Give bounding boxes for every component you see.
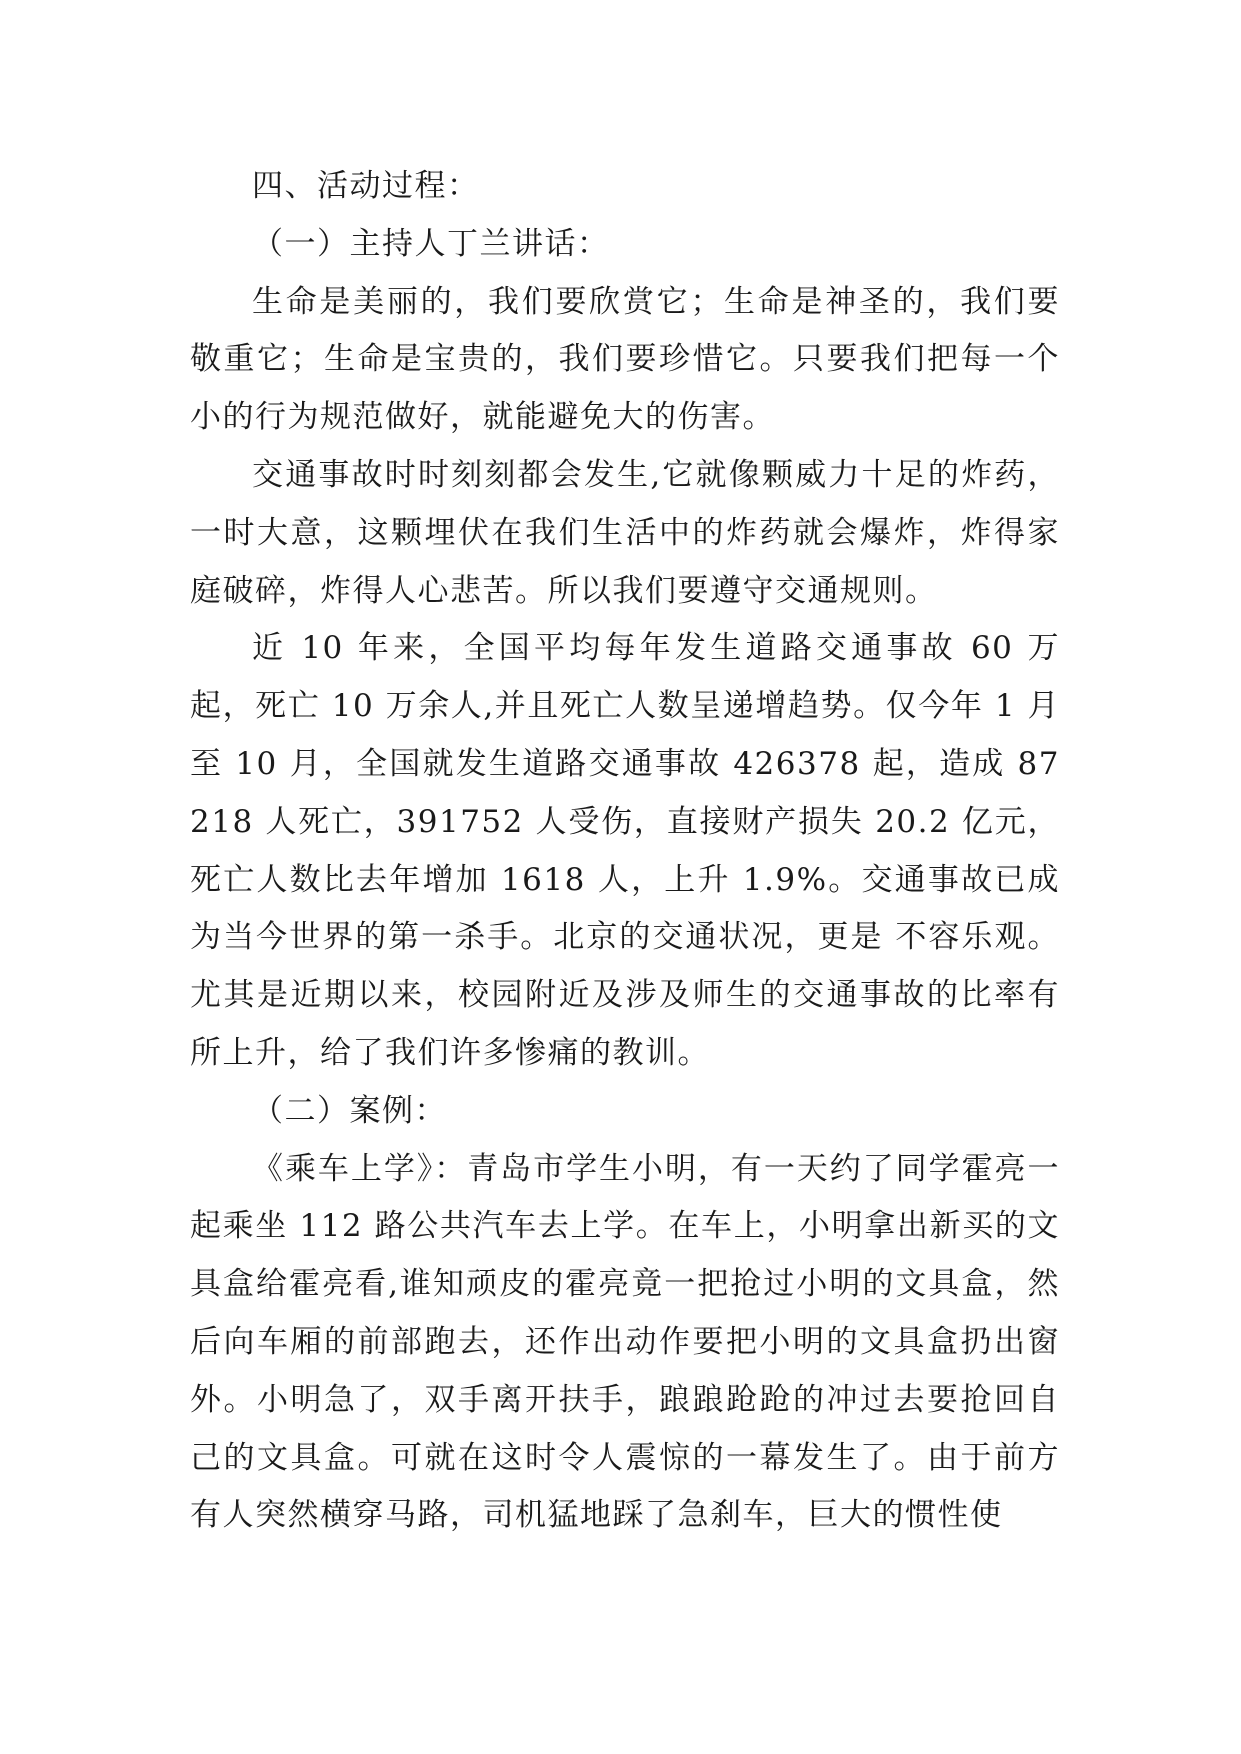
document-body [190, 158, 1060, 1545]
paragraph-traffic-danger: 交通事故时时刻刻都会发生,它就像颗威力十足的炸药，一时大意，这颗埋伏在我们生活中的炸药就会爆炸，炸得家庭破碎，炸得人心悲苦。所以我们要遵守交通规则。 [190, 456, 1060, 609]
paragraph-case-story: 《乘车上学》：青岛市学生小明，有一天约了同学霍亮一起乘坐 112 路公共汽车去上学。在车上，小明拿出新买的文具盒给霍亮看,谁知顽皮的霍亮竟一把抢过小明的文具盒，然后向车厢的前部跑去，还作出动作要把小明的文具盒扔出窗外。小明急了，双手离开扶手，踉踉跄跄的冲过去要抢回自己的文具盒。可就在这时令人震惊的一幕发生了。由于前方有人突然横穿马路，司机猛地踩了急刹车，巨大的惯性使 [190, 1150, 1060, 1534]
paragraph-life: 生命是美丽的，我们要欣赏它；生命是神圣的，我们要敬重它；生命是宝贵的，我们要珍惜它。只要我们把每一个小的行为规范做好，就能避免大的伤害。 [190, 283, 1060, 436]
sub-heading-case: （二）案例： [252, 1092, 447, 1129]
sub-heading-host-speech: （一）主持人丁兰讲话： [252, 225, 610, 262]
paragraph-statistics: 近 10 年来，全国平均每年发生道路交通事故 60 万起，死亡 10 万余人,并且死亡人数呈递增趋势。仅今年 1 月至 10 月，全国就发生道路交通事故 426378 起，造成 87218 人死亡，391752 人受伤，直接财产损失 20.2 亿元，死亡人数比去年增加 1618 人，上升 1.9%。交通事故已成为当今世界的第一杀手。北京的交通状况，更是 不容乐观。尤其是近期以来，校园附近及涉及师生的交通事故的比率有所上升，给了我们许多惨痛的教训。 [190, 630, 1060, 1071]
section-heading: 四、活动过程： [252, 168, 480, 204]
